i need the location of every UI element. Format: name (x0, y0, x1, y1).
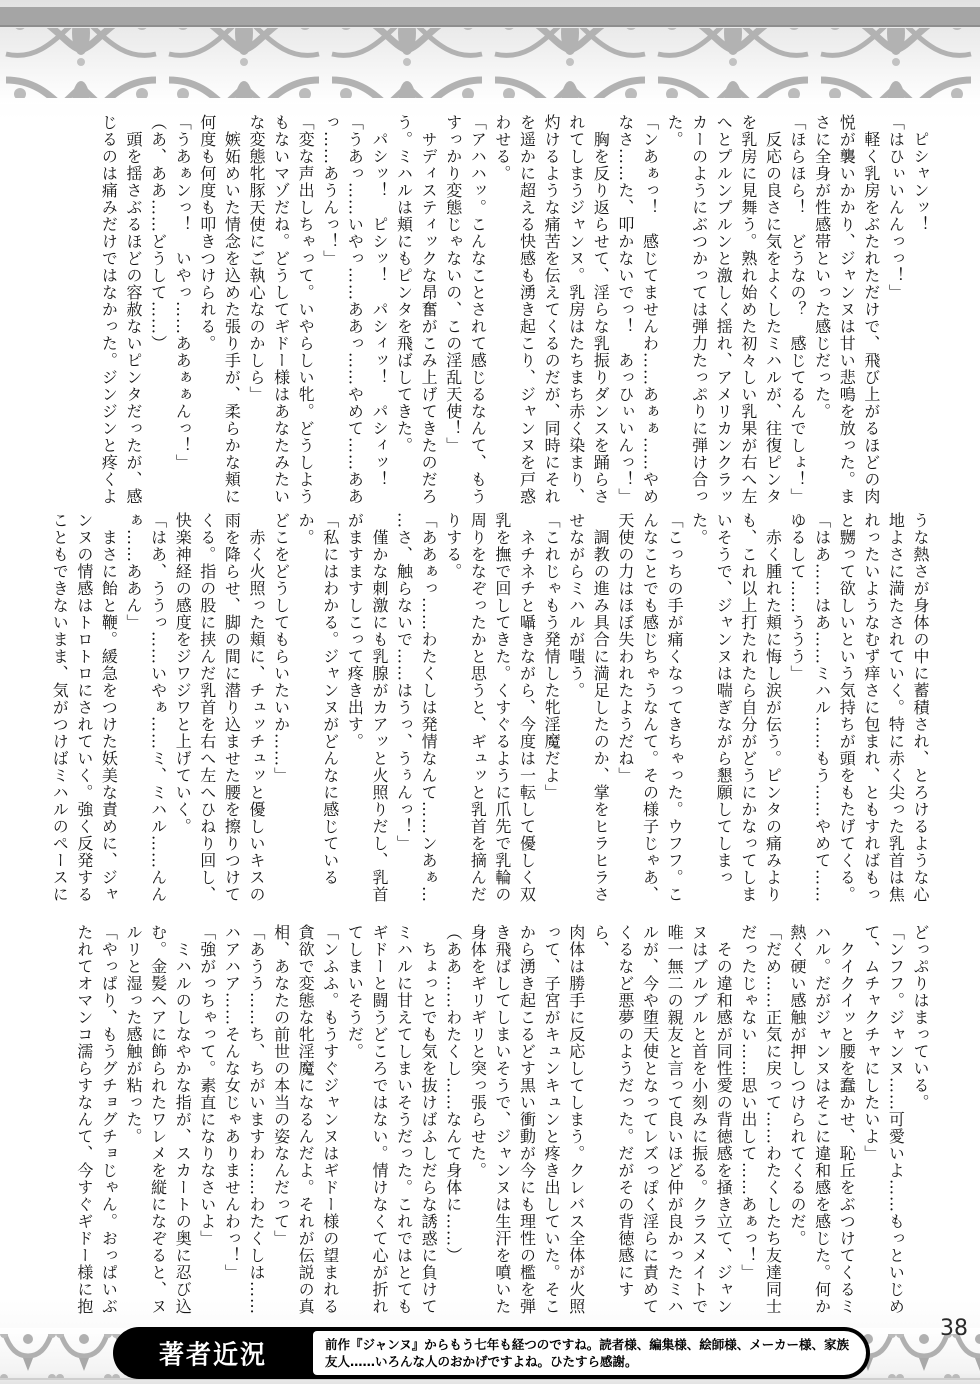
text-column: 雨を降らせ、脚の間に潜り込ませた腰を擦りつけて (222, 512, 242, 903)
text-column: から湧き起こるどす黒い衝動が今にも理性の檻を弾 (517, 924, 537, 1315)
text-column: ぁ……ああん」 (124, 512, 143, 631)
text-column: てしまいそうだ。 (345, 924, 365, 1060)
text-column: 肉体は勝手に反応してしまう。クレバス全体が火照 (566, 924, 586, 1315)
text-column: サディスティックな昂奮がこみ上げてきたのだろ (419, 131, 439, 505)
text-column: 「私にはわかる。ジャンヌがどんなに感じているか。 (296, 512, 340, 886)
text-column: 天使の力はほぼ失われたようだね」 (615, 512, 635, 784)
text-column: まさに飴と鞭。緩急をつけた妖美な責めに、ジャ (99, 529, 119, 903)
text-column: クイクイッと腰を蠢かせ、恥丘をぶつけてくるミ (837, 941, 857, 1315)
text-column: どっぷりはまっている。 (911, 924, 930, 1111)
text-column: その違和感が同性愛の背徳感を掻き立て、ジャン (714, 941, 734, 1315)
text-column: 「はあ、ううっ……いやぁ……ミ、ミハル……んん (148, 512, 168, 903)
text-column: 地よさに満たされていく。特に赤く尖った乳首は焦 (886, 512, 906, 903)
text-column: な変態牝豚天使にご執心なのかしら」 (246, 114, 266, 403)
text-column: を遥かに超える快感も湧き起こり、ジャンヌを戸惑 (517, 114, 537, 505)
text-column: 身体をギリギリと突っ張らせた。 (468, 924, 488, 1179)
author-note-panel (313, 1331, 866, 1375)
text-column: と嬲って欲しいという気持ちが頭をもたげてくる。 (837, 512, 857, 903)
text-column: ハル。だがジャンヌはそこに違和感を感じた。何か (812, 924, 832, 1315)
text-column: さに全身が性感帯といった感じだった。 (812, 114, 832, 420)
text-column: 赤く火照った頬に、チュッチュッと優しいキスの (246, 529, 266, 903)
text-column: ルが、今や堕天使となってレズっぽく淫らに責めて (640, 924, 660, 1315)
text-column: 赤く腫れた頬に悔し涙が伝う。ピンタの痛みより (763, 529, 783, 903)
text-column: を乳房に見舞う。熟れ始めた初々しい乳果が右へ左 (738, 114, 758, 505)
text-column: っ……あうんっ！」 (320, 114, 340, 267)
text-column: んなことでも感じちゃうなんて。その様子じゃあ、 (640, 512, 660, 903)
text-column: くる。指の股に挟んだ乳首を右へ左へひねり回し、 (197, 512, 217, 903)
text-column: へとプルンプルンと激しく揺れ、アメリカンクラッ (714, 114, 734, 505)
text-column: うな熱さが身体の中に蓄積され、とろけるような心 (911, 512, 930, 903)
text-column: 僅かな刺激にも乳腺がカアッと火照りだし、乳首 (369, 529, 389, 903)
text-column: 「はあ……はあ……ミハル……もう……やめて…… (812, 512, 832, 903)
text-column: ピシャンッ！ (911, 131, 930, 233)
text-column: …さ、触らないで……はうっ、うぅんっ！」 (394, 512, 414, 852)
text-column: 乳を撫で回してきた。くすぐるように爪先で乳輪の (492, 512, 512, 903)
text-column: 「ンフフ。ジャンヌ……可愛いよ……もっといじめ (886, 924, 906, 1315)
text-column: た。 (665, 114, 685, 148)
text-column: もないマゾだね。どうしてギドー様はあなたみたい (271, 114, 291, 505)
text-column: 調教の進み具合に満足したのか、掌をヒラヒラさ (591, 529, 611, 903)
text-column: 「だめ……正気に戻って……わたくしたち友達同士 (763, 924, 783, 1315)
text-column: 「変な声出しちゃって。いやらしい牝。どうしよう (296, 114, 316, 505)
text-column: 悦が襲いかかり、ジャンヌは甘い悲鳴を放った。ま (837, 114, 857, 505)
text-column: パシッ！ ピシッ！ パシィッ！ パシィッ！ (369, 131, 389, 488)
text-column: ヌはブルブルと首を小刻みに振る。クラスメイトで (689, 924, 709, 1315)
text-column: て、ムチャクチャにしたいよ」 (861, 924, 881, 1162)
text-column: う。ミハルは頬にもピンタを飛ばしてきた。 (394, 114, 414, 454)
text-column: 灼けるような痛苦を伝えてくるのだが、同時にそれ (542, 114, 562, 505)
text-column: 周りをなぞったかと思うと、ギュッと乳首を摘んだ (468, 512, 488, 903)
text-column: 「ンあぁっ！ 感じてませんわ……あぁぁ……やめ (640, 114, 660, 505)
text-column: 「こっちの手が痛くなってきちゃった。ウフフ。こ (665, 512, 685, 903)
text-band-2 (47, 512, 932, 906)
text-column: ハアハア……そんな女じゃありませんわっ！」 (222, 924, 242, 1281)
text-column: 「はひぃいんんっっ！」 (886, 114, 906, 301)
text-column: 軽く乳房をぶたれただけで、飛び上がるほどの肉 (861, 131, 881, 505)
text-column: ルリと湿った感触が粘った。 (124, 924, 143, 1145)
text-column: （あ、ああ……どうして……） (148, 114, 168, 352)
text-column: わせる。 (492, 114, 512, 182)
text-column: れったいようなむず痒さに包まれ、ともすればもっ (861, 512, 881, 903)
text-column: こともできないまま、気がつけばミハルのペースに (50, 512, 70, 903)
text-column: 「ンふふ。もうすぐジャンヌはギドー様の望まれる (320, 924, 340, 1315)
text-column: 「アハハッ。こんなことされて感じるなんて、もう (468, 114, 488, 505)
text-column: も、これ以上打たれたら自分がどうにかなってしま (738, 512, 758, 903)
text-column: いそうで、ジャンヌは喘ぎながら懇願してしまった。 (689, 512, 734, 886)
text-column: き飛ばしてしまいそうで、ジャンヌは生汗を噴いた (492, 924, 512, 1315)
text-column: （ああ……わたくし……なんて身体に……） (443, 924, 463, 1264)
text-column: カーのようにぶつかっては弾力たっぷりに弾け合っ (689, 114, 709, 505)
text-column: 「あうう……ち、ちがいますわ……わたくしは…… (246, 924, 266, 1315)
author-note-text: 前作『ジャンヌ』からもう七年も経つのですね。読者様、編集様、絵師様、メーカー様、家族友人……いろんな人のおかげですよね。ひたすら感謝。 (325, 1337, 850, 1369)
text-band-1 (96, 114, 932, 508)
text-column: だったじゃない……思い出して……あぁっ！」 (738, 924, 758, 1281)
text-column: 熱く硬い感触が押しつけられてくるのだ。 (788, 924, 808, 1247)
text-column: 反応の良さに気をよくしたミハルが、往復ピンタ (763, 131, 783, 505)
text-column: む。金髪ヘアに飾られたワレメを縦になぞると、ヌ (148, 924, 168, 1315)
text-column: 「これじゃもう発情した牝淫魔だよ」 (542, 512, 562, 801)
text-column: 「強がっちゃって。素直になりなさいよ」 (197, 924, 217, 1247)
text-column: ネチネチと囁きながら、今度は一転して優しく双 (517, 529, 537, 903)
text-column: ちょっとでも気を抜けばふしだらな誘惑に負けて (419, 941, 439, 1315)
text-column: ミハルに甘えてしまいそうだった。これではとても (394, 924, 414, 1315)
text-column: 頭を揺さぶるほどの容赦ないピンタだったが、感 (124, 131, 143, 505)
text-column: って、子宮がキュンキュンと疼き出していた。そこ (542, 924, 562, 1315)
text-column: せながらミハルが嗤う。 (566, 512, 586, 699)
text-column: くるなど悪夢のようだった。だがその背徳感にすら、 (591, 924, 635, 1298)
text-column: 「ほらほら！ どうなの？ 感じてるんでしょ！」 (788, 114, 808, 505)
text-column: どこをどうしてもらいたいか……」 (271, 512, 291, 784)
text-column: 「やっぱり、もうグチョグチョじゃん。おっぱいぶ (99, 924, 119, 1315)
text-column: 嫉妬めいた情念を込めた張り手が、柔らかな頬に (222, 131, 242, 505)
author-note-badge (113, 1327, 870, 1379)
text-column: 「うあぁンっ！ いやっ……ああぁぁんっ！」 (173, 114, 193, 471)
text-column: 唯一無二の親友と言って良いほど仲が良かったミハ (665, 924, 685, 1315)
text-column: 何度も何度も叩きつけられる。 (197, 114, 217, 352)
author-note-label: 著者近況 (158, 1339, 267, 1370)
text-column: りする。 (443, 512, 463, 580)
text-column: 「ああぁっ……わたくしは発情なんて……ンあぁ… (419, 512, 439, 903)
text-column: 「うあっ……いやっ……ああっ……やめて……ああ (345, 114, 365, 505)
text-column: がますますしこって疼き出す。 (345, 512, 365, 750)
text-column: 貪欲で変態な牝淫魔になるんだよ。それが伝説の真 (296, 924, 316, 1315)
text-column: すっかり変態じゃないの、この淫乱天使！」 (443, 114, 463, 454)
text-column: たれてオマンコ濡らすなんて、今すぐギドー様に抱 (74, 924, 94, 1315)
text-column: 相、あなたの前世の本当の姿なんだって」 (271, 924, 291, 1247)
page-number: 38 (940, 1316, 968, 1341)
text-column: ギドーと闘うどころではない。情けなくて心が折れ (369, 924, 389, 1315)
text-column: ゆるして……ううう」 (788, 512, 808, 682)
text-column: れてしまうジャンヌ。乳房はたちまち赤く染まり、 (566, 114, 586, 505)
text-column: じるのは痛みだけではなかった。ジンジンと疼くよ (99, 114, 119, 505)
text-column: 胸を反り返らせて、淫らな乳振りダンスを踊らさ (591, 131, 611, 505)
text-column: なさ……た、叩かないでっ！ あっひぃいんっ！」 (615, 114, 635, 505)
text-column: 快楽神経の感度をジワジワと上げていく。 (173, 512, 193, 835)
text-band-3 (71, 924, 932, 1318)
text-column: ミハルのしなやかな指が、スカートの奥に忍び込 (173, 941, 193, 1315)
text-column: ンヌの情感はトロトロにされていく。強く反発する (74, 512, 94, 903)
